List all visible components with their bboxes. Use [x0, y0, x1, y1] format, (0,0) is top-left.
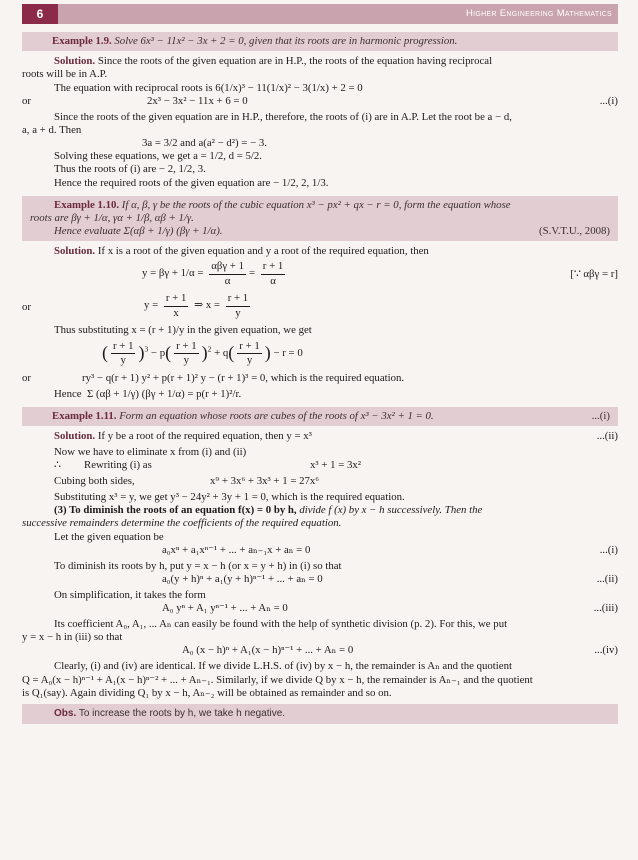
substitution-line: Substituting x³ = y, we get y³ − 24y² + 3y + 1 = 0, which is the required equation. [54, 491, 405, 504]
roots-line: Thus the roots of (i) are − 2, 1/2, 3. [54, 163, 206, 176]
equation-row [22, 602, 618, 618]
equation-ref: ...(ii) [596, 429, 618, 442]
solution-para [22, 55, 618, 68]
equation-ref: ...(ii) [596, 572, 618, 585]
example-1-9-band [22, 32, 618, 51]
equation-row [22, 573, 618, 589]
ap-line: Since the roots of the given equation are in H.P., therefore, the roots of (i) are in A.P. Let the root be a − d, [54, 110, 512, 123]
ap-line-cont: a, a + d. Then [22, 123, 82, 136]
equation-ref: ...(i) [599, 94, 618, 107]
fraction [111, 340, 135, 367]
equation-row [22, 459, 618, 475]
final-equation: ry³ − q(r + 1) y² + p(r + 1)² y − (r + 1)³ = 0, which is the required equation. [82, 371, 405, 384]
equation: 3a = 3/2 and a(a² − d²) = − 3. [142, 137, 267, 150]
example-label: Example 1.9. [52, 35, 112, 47]
fraction [261, 260, 285, 287]
equation-row [22, 260, 618, 292]
source-tag: (S.V.T.U., 2008) [539, 225, 610, 238]
numerator: r + 1 [261, 260, 285, 274]
equation-text: − r = 0 [273, 346, 303, 359]
equation-row [22, 292, 618, 324]
rewriting-label: Rewriting (i) as [84, 459, 152, 472]
exponent: 2 [207, 344, 212, 354]
clearly-line-cont: Q = A₀(x − h)ⁿ⁻¹ + A₁(x − h)ⁿ⁻² + ... + Aₙ₋₁. Similarly, if we divide Q by x − h, the remainder is Aₙ₋₁ and the quotient [22, 673, 533, 686]
equation: x⁹ + 3x⁶ + 3x³ + 1 = 27x⁶ [210, 475, 320, 488]
example-1-10-band [22, 196, 618, 242]
section-title: (3) To diminish the roots of an equation f(x) = 0 by h, [54, 504, 297, 517]
denominator: α [224, 274, 231, 287]
page-content [22, 30, 618, 724]
solution-cont: roots will be in A.P. [22, 68, 108, 81]
fraction [209, 260, 246, 287]
long-equation: ( $\frac{r + 1}{y}$ )$^3$ − p( $\frac{r + 1}{y}$ )$^2$ + q( $\frac{r + 1}{y}$ ) − r = 0 [102, 339, 303, 366]
reciprocal-line: The equation with reciprocal roots is 6(1/x)³ − 11(1/x)² − 3(1/x) + 2 = 0 [54, 81, 363, 94]
example-text: Hence evaluate Σ(αβ + 1/γ) (βγ + 1/α). [54, 225, 223, 238]
clearly-line: Clearly, (i) and (iv) are identical. If we divide L.H.S. of (iv) by x − h, the remainder is Aₙ and the quotient [54, 660, 512, 673]
equation-row [22, 95, 618, 111]
equation-row [22, 372, 618, 388]
solution-heading: Solution. [54, 245, 96, 258]
example-text: If α, β, γ be the roots of the cubic equation x³ − px² + qx − r = 0, form the equation whose [121, 198, 511, 211]
denominator: y [120, 353, 126, 366]
or-label: or [22, 371, 31, 384]
hence-equation: Σ (αβ + 1/γ) (βγ + 1/α) = p(r + 1)²/r. [86, 387, 242, 400]
example-label: Example 1.10. [54, 198, 120, 211]
example-label: Example 1.11. [52, 409, 117, 422]
equation: x³ + 1 = 3x² [310, 459, 362, 472]
denominator: α [270, 274, 276, 287]
hence-line [22, 388, 618, 401]
or-label: or [22, 301, 31, 314]
coefficient-line-cont: y = x − h in (iii) so that [22, 631, 123, 644]
equation-row [22, 338, 618, 372]
equation-ref: ...(i) [591, 409, 610, 422]
page-header [22, 4, 618, 24]
example-text: Form an equation whose roots are cubes of the roots of x³ − 3x² + 1 = 0. [119, 409, 434, 422]
since-note: [∵ αβγ = r] [570, 268, 618, 281]
example-text: roots are βγ + 1/α, γα + 1/β, αβ + 1/γ. [30, 211, 194, 224]
clearly-line-cont: is Q₁(say). Again dividing Q₁ by x − h, Aₙ₋₂ will be obtained as remainder and so on. [22, 686, 392, 699]
numerator: r + 1 [237, 340, 261, 354]
equation-row [22, 475, 618, 491]
obs-text: To increase the roots by h, we take h negative. [78, 707, 286, 719]
denominator: y [183, 353, 190, 366]
diminish-line: To diminish its roots by h, put y = x − h (or x = y + h) in (i) so that [54, 559, 342, 572]
equation: a₀(y + h)ⁿ + a₁(y + h)ⁿ⁻¹ + ... + aₙ = 0 [162, 572, 323, 585]
solution-heading: Solution. [54, 55, 96, 68]
solution-text: Since the roots of the given equation are in H.P., the roots of the equation having reciprocal [97, 55, 493, 68]
equation: A₀ yⁿ + A₁ yⁿ⁻¹ + ... + Aₙ = 0 [162, 602, 288, 615]
section-heading [22, 504, 618, 517]
exponent: 3 [144, 344, 149, 354]
equation-ref: ...(i) [599, 543, 618, 556]
section-title-italic: divide f (x) by x − h successively. Then the [299, 504, 483, 517]
equation-row [22, 644, 618, 660]
equation [144, 292, 253, 319]
denominator: y [246, 353, 253, 366]
solving-line: Solving these equations, we get a = 1/2, d = 5/2. [54, 150, 262, 163]
denominator: y [235, 306, 241, 319]
simplification-line: On simplification, it takes the form [54, 588, 206, 601]
coefficient-line: Its coefficient A₀, A₁, ... Aₙ can easily be found with the help of synthetic division (p. 2). For this, we put [54, 618, 508, 631]
example-text: Solve 6x³ − 11x² − 3x + 2 = 0, given that its roots are in harmonic progression. [114, 35, 458, 47]
equation: A₀ (x − h)ⁿ + A₁(x − h)ⁿ⁻¹ + ... + Aₙ = 0 [182, 644, 354, 657]
solution-text: If y be a root of the required equation, then y = x³ [97, 429, 312, 442]
or-label: or [22, 94, 31, 107]
solution-para [54, 430, 312, 443]
running-head: Higher Engineering Mathematics [466, 8, 612, 19]
coefficient: q [222, 346, 229, 359]
numerator: r + 1 [111, 340, 135, 354]
let-line: Let the given equation be [54, 530, 164, 543]
hence-label: Hence [54, 387, 82, 400]
page-number: 6 [22, 4, 58, 24]
denominator: x [173, 306, 179, 319]
hence-line: Hence the required roots of the given equation are − 1/2, 2, 1/3. [54, 176, 329, 189]
fraction [226, 292, 250, 319]
coefficient: p [159, 346, 166, 359]
example-1-11-band [22, 407, 618, 426]
solution-row [22, 430, 618, 446]
therefore-symbol: ∴ [54, 459, 61, 472]
observation-band [22, 704, 618, 724]
solution-para [22, 245, 618, 258]
cubing-label: Cubing both sides, [54, 475, 135, 488]
numerator: r + 1 [164, 292, 188, 306]
equation-text: y = [144, 299, 159, 312]
numerator: r + 1 [174, 340, 198, 354]
equation: a₀xⁿ + a₁xⁿ⁻¹ + ... + aₙ₋₁x + aₙ = 0 [162, 543, 311, 556]
solution-heading: Solution. [54, 429, 96, 442]
fraction [237, 340, 261, 367]
obs-label: Obs. [54, 707, 77, 719]
equation-text: y = βγ + 1/α = [142, 267, 204, 280]
equation: 2x³ − 3x² − 11x + 6 = 0 [147, 94, 248, 107]
numerator: αβγ + 1 [209, 260, 246, 274]
section-cont: successive remainders determine the coefficients of the required equation. [22, 517, 342, 530]
solution-text: If x is a root of the given equation and y a root of the required equation, then [97, 245, 429, 258]
eliminate-line: Now we have to eliminate x from (i) and (ii) [54, 445, 247, 458]
fraction [174, 340, 198, 367]
equation-ref: ...(iv) [594, 644, 618, 657]
equation-text: ⇒ x = [194, 299, 221, 312]
equation-ref: ...(iii) [593, 602, 618, 615]
numerator: r + 1 [226, 292, 250, 306]
fraction [164, 292, 188, 319]
equation: y = βγ + 1/α = $\frac{\text{αβγ + 1}}{\alpha}$ = $\frac{r + 1}{\alpha}$ [142, 260, 284, 287]
equation-row [22, 544, 618, 560]
substitution-line: Thus substituting x = (r + 1)/y in the given equation, we get [54, 324, 312, 337]
